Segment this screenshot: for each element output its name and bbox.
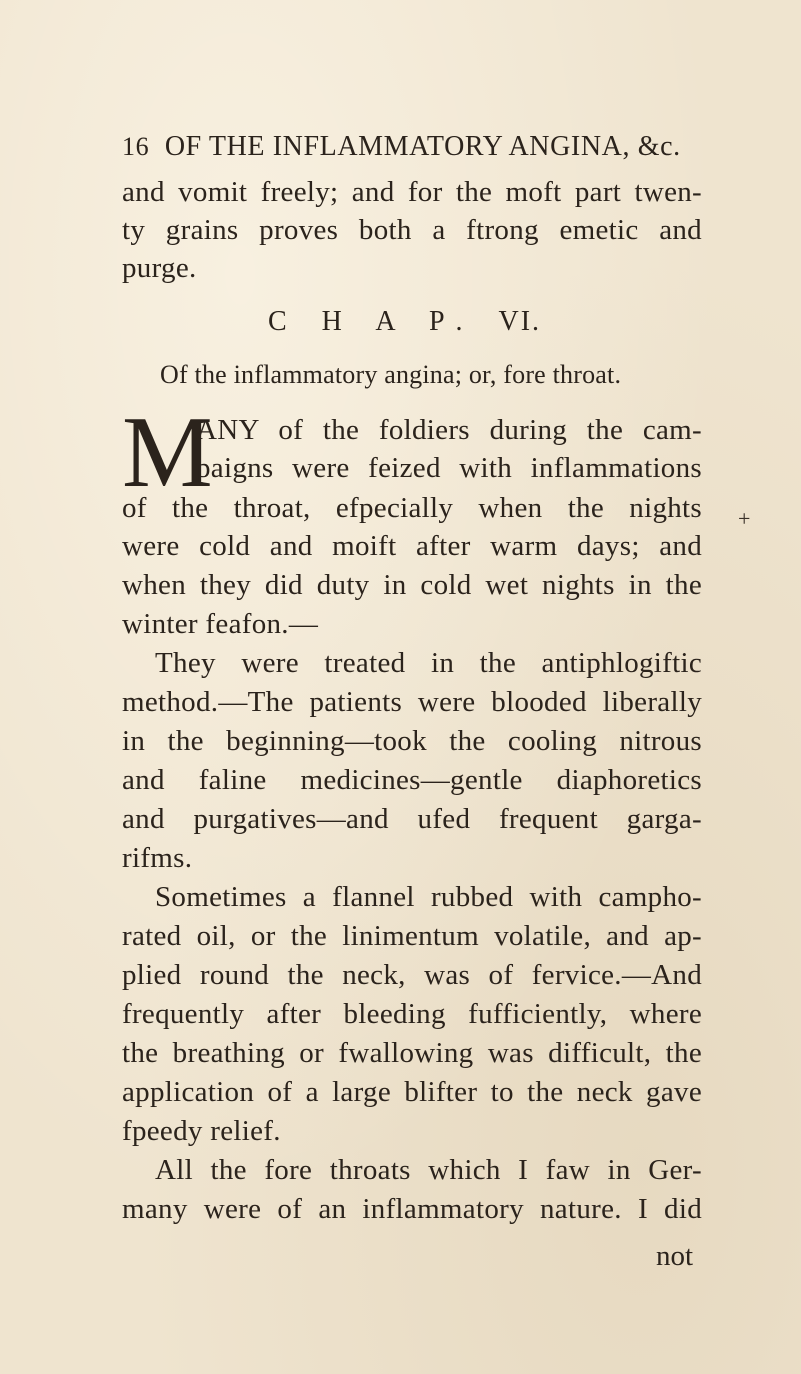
text-line: rated oil, or the linimentum volatile, and ap- xyxy=(122,920,702,952)
running-title: OF THE INFLAMMATORY ANGINA, &c. xyxy=(164,131,681,162)
text-line: in the beginning—took the cooling nitrous xyxy=(122,725,702,757)
text-line: many were of an inflammatory nature. I did xyxy=(122,1193,702,1225)
text-line: They were treated in the antiphlogiftic xyxy=(155,647,702,679)
chapter-label: C H A P. xyxy=(268,306,477,337)
text-line: All the fore throats which I faw in Ger- xyxy=(155,1154,702,1186)
text-line: method.—The patients were blooded liberally xyxy=(122,686,702,718)
text-line: the breathing or fwallowing was difficult, the xyxy=(122,1037,702,1069)
catchword: not xyxy=(656,1240,694,1272)
text-line: rifms. xyxy=(122,842,193,874)
text-line: and purgatives—and ufed frequent garga- xyxy=(122,803,702,835)
text-line: plied round the neck, was of fervice.—And xyxy=(122,959,702,991)
text-line: winter feafon.— xyxy=(122,608,319,640)
text-line: of the throat, efpecially when the nights xyxy=(122,492,702,524)
text-line: ty grains proves both a ftrong emetic and xyxy=(122,214,702,246)
chapter-number: VI. xyxy=(498,306,542,337)
text-line: frequently after bleeding fufficiently, where xyxy=(122,998,702,1030)
text-line: and faline medicines—gentle diaphoretics xyxy=(122,764,702,796)
text-line: Sometimes a flannel rubbed with campho- xyxy=(155,881,702,913)
text-line: paigns were feized with inflammations xyxy=(196,452,702,484)
text-line: application of a large blifter to the neck gave xyxy=(122,1076,702,1108)
chapter-heading xyxy=(268,306,541,338)
text-line: purge. xyxy=(122,252,197,284)
text-line: and vomit freely; and for the moft part twen- xyxy=(122,176,702,208)
drop-cap: M xyxy=(122,396,213,509)
text-line: were cold and moift after warm days; and xyxy=(122,530,702,562)
text-line: when they did duty in cold wet nights in the xyxy=(122,569,702,601)
page-number: 16 xyxy=(122,132,150,161)
running-head xyxy=(122,130,707,164)
text-line: fpeedy relief. xyxy=(122,1115,281,1147)
chapter-subtitle: Of the inflammatory angina; or, fore throat. xyxy=(160,360,622,389)
margin-mark: + xyxy=(738,506,751,531)
text-line: ANY of the foldiers during the cam- xyxy=(196,414,702,446)
